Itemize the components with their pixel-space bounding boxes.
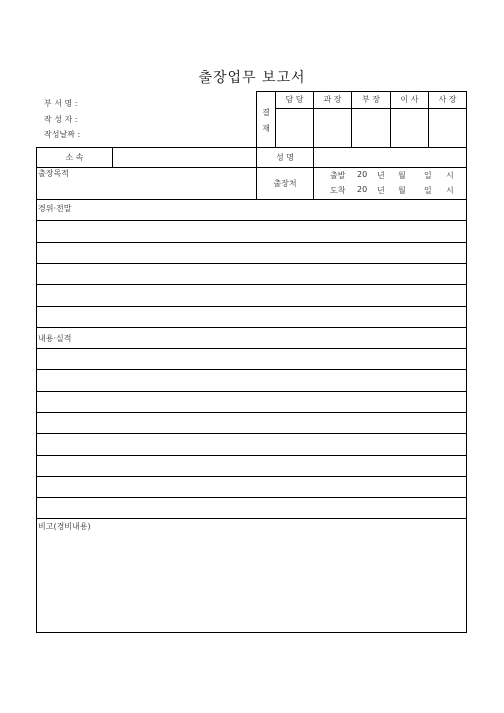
results-section-label: 내용·실적	[38, 334, 72, 343]
depart-day-unit: 일	[424, 171, 432, 180]
approval-col-director: 이 사	[400, 95, 419, 104]
document-title: 출장업무 보고서	[198, 70, 306, 86]
author-label: 작 성 자 :	[44, 115, 78, 124]
approval-col-president: 사 장	[438, 95, 457, 104]
arrive-month-unit: 월	[398, 186, 406, 195]
affiliation-label: 소 속	[65, 153, 84, 162]
background-section-label: 경위·전말	[38, 204, 72, 213]
department-label: 부 서 명 :	[44, 99, 78, 108]
depart-year-unit: 년	[377, 171, 385, 180]
date-label: 작성날짜 :	[44, 130, 81, 139]
arrive-year-prefix: 20	[357, 185, 368, 194]
depart-hour-unit: 시	[446, 171, 454, 180]
depart-label: 출발	[330, 171, 346, 180]
depart-month-unit: 월	[398, 171, 406, 180]
arrive-year-unit: 년	[377, 186, 385, 195]
destination-label: 출장처	[273, 179, 297, 188]
approval-col-manager: 담 당	[285, 95, 304, 104]
arrive-label: 도착	[330, 186, 346, 195]
approval-label: 결 재	[262, 108, 270, 133]
remarks-section-label: 비고(경비내용)	[38, 522, 91, 531]
departure-line	[0, 170, 504, 180]
trip-purpose-label: 출장목적	[38, 169, 69, 178]
approval-col-section-chief: 과 장	[323, 95, 342, 104]
arrive-day-unit: 일	[424, 186, 432, 195]
depart-year-prefix: 20	[357, 170, 368, 179]
name-label: 성 명	[276, 153, 294, 162]
approval-col-dept-head: 부 장	[362, 95, 380, 104]
arrive-hour-unit: 시	[446, 186, 454, 195]
arrival-line	[0, 185, 504, 195]
